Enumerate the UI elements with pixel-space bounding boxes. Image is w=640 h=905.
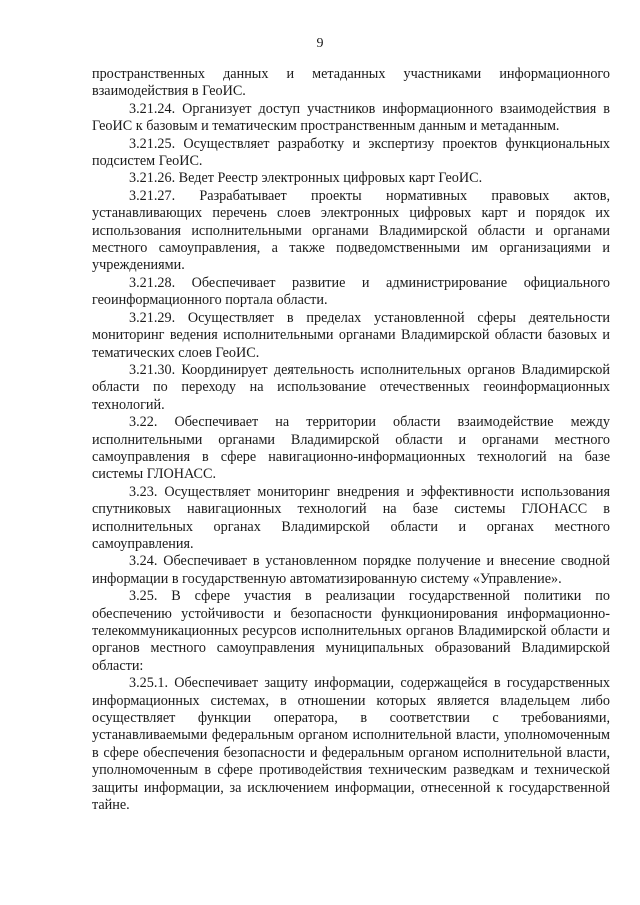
paragraph: пространственных данных и метаданных участниками информационного взаимодействия в ГеоИС. bbox=[92, 66, 610, 100]
document-body bbox=[92, 66, 610, 814]
paragraph: 3.24. Обеспечивает в установленном порядке получение и внесение сводной информации в государственную автоматизированную систему «Управление». bbox=[92, 553, 610, 587]
paragraph: 3.21.25. Осуществляет разработку и экспертизу проектов функциональных подсистем ГеоИС. bbox=[92, 135, 610, 170]
paragraph: 3.25.1. Обеспечивает защиту информации, содержащейся в государственных информационных системах, в отношении которых является владельцем либо осуществляет функции оператора, в соответствии с требованиями, устанавливаемыми федеральным органом исполнительной власти, уполномоченным в сфере обеспечения безопасности и федеральным органом исполнительной власти, уполномоченным в сфере противодействия техническим разведкам и технической защиты информации, за исключением информации, отнесенной к государственной тайне. bbox=[92, 675, 610, 814]
page-number: 9 bbox=[316, 36, 324, 51]
paragraph: 3.25. В сфере участия в реализации государственной политики по обеспечению устойчивости и безопасности функционирования информационно-телекоммуникационных ресурсов исполнительных органов Владимирской области и органов местного самоуправления муниципальных образований Владимирской области: bbox=[92, 588, 610, 674]
paragraph: 3.23. Осуществляет мониторинг внедрения и эффективности использования спутниковых навигационных технологий на базе системы ГЛОНАСС в исполнительных органах Владимирской области и органах местного самоуправления. bbox=[92, 483, 610, 552]
paragraph: 3.21.29. Осуществляет в пределах установленной сферы деятельности мониторинг ведения исполнительными органами Владимирской области базовых и тематических слоев ГеоИС. bbox=[92, 309, 610, 361]
paragraph: 3.22. Обеспечивает на территории области взаимодействие между исполнительными органами Владимирской области и органами местного самоуправления в сфере навигационно-информационных технологий на базе системы ГЛОНАСС. bbox=[92, 414, 610, 483]
paragraph: 3.21.26. Ведет Реестр электронных цифровых карт ГеоИС. bbox=[129, 170, 483, 187]
paragraph: 3.21.27. Разрабатывает проекты нормативных правовых актов, устанавливающих перечень слоев электронных цифровых карт и порядок их использования исполнительными органами Владимирской области и органами местного самоуправления, а также подведомственными им организациями и учреждениями. bbox=[92, 187, 610, 274]
paragraph: 3.21.24. Организует доступ участников информационного взаимодействия в ГеоИС к базовым и тематическим пространственным данным и метаданным. bbox=[92, 100, 610, 135]
paragraph: 3.21.30. Координирует деятельность исполнительных органов Владимирской области по переходу на использование отечественных геоинформационных технологий. bbox=[92, 361, 610, 413]
paragraph: 3.21.28. Обеспечивает развитие и администрирование официального геоинформационного портала области. bbox=[92, 274, 610, 309]
